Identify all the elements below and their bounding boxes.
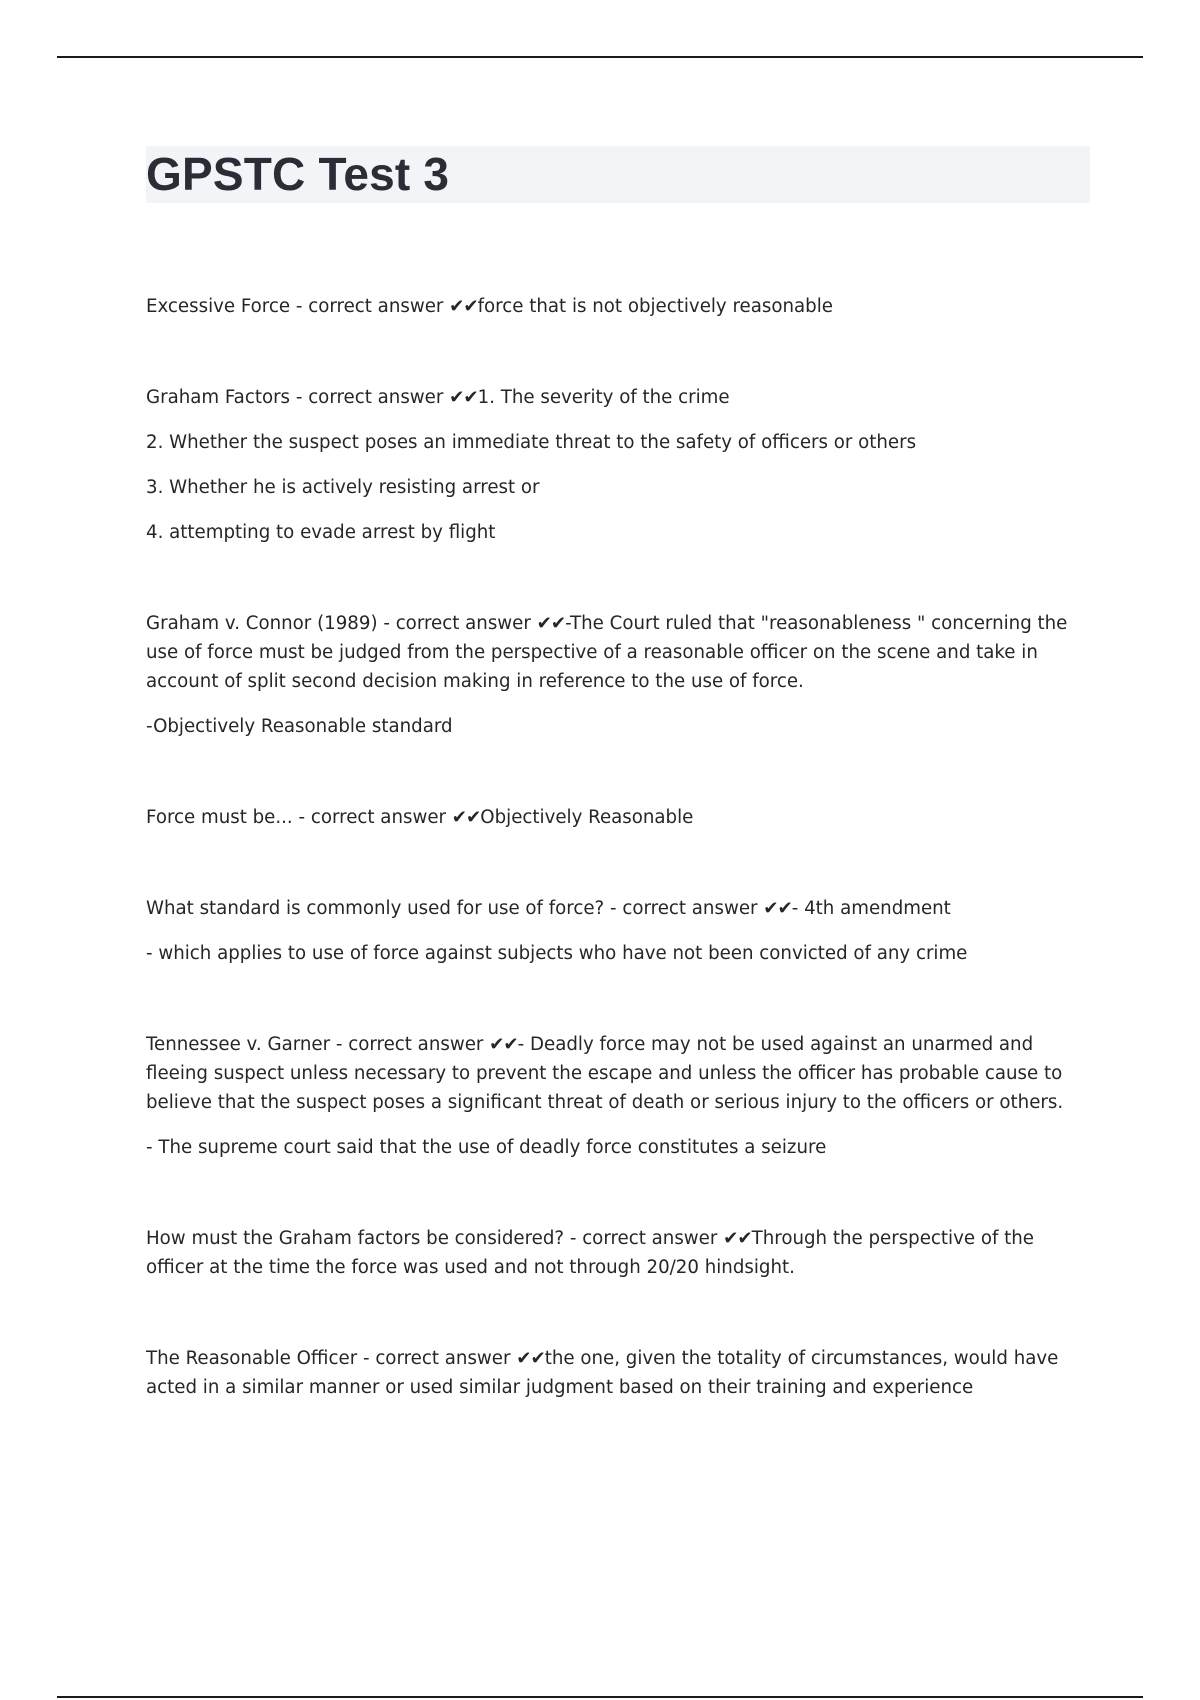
qa-answer-text: - The supreme court said that the use of deadly force constitutes a seizure: [146, 1137, 827, 1158]
correct-answer-label: correct answer: [308, 387, 444, 408]
qa-answer-continuation: [146, 712, 1090, 741]
qa-item: [146, 609, 1090, 741]
double-check-icon: ✔✔: [723, 1228, 752, 1249]
qa-answer-line: Graham v. Connor (1989) - correct answer ✔✔-The Court ruled that "reasonableness " concerning the use of force must be judged from the perspective of a reasonable officer on the scene and take in account of split second decision making in reference to the use of force.: [146, 613, 1068, 692]
qa-answer-continuation: [146, 939, 1090, 968]
qa-term: What standard is commonly used for use of force?: [146, 898, 605, 919]
qa-answer-text: force that is not objectively reasonable: [477, 296, 833, 317]
qa-term: Tennessee v. Garner: [146, 1034, 331, 1055]
qa-item: [146, 1224, 1090, 1282]
double-check-icon: ✔✔: [449, 296, 478, 317]
qa-answer-line: How must the Graham factors be considered? - correct answer ✔✔Through the perspective of the officer at the time the force was used and not through 20/20 hindsight.: [146, 1228, 1034, 1278]
qa-answer-text: - Deadly force may not be used against an unarmed and fleeing suspect unless necessary to prevent the escape and unless the officer has probable cause to believe that the suspect poses a significant threat of death or serious injury to the officers or others.: [146, 1034, 1064, 1113]
qa-item: [146, 1030, 1090, 1162]
qa-list: [146, 292, 1090, 1464]
qa-answer-continuation: [146, 1133, 1090, 1162]
double-check-icon: ✔✔: [451, 807, 481, 828]
correct-answer-label: correct answer: [348, 1034, 484, 1055]
qa-term: The Reasonable Officer: [146, 1348, 358, 1369]
qa-answer-continuation: [146, 428, 1090, 457]
qa-answer-text: - 4th amendment: [791, 898, 951, 919]
qa-term: Graham Factors: [146, 387, 291, 408]
qa-answer-text: Objectively Reasonable: [480, 807, 694, 828]
qa-answer-line: Force must be... - correct answer ✔✔Objectively Reasonable: [146, 807, 694, 828]
qa-item: [146, 1344, 1090, 1402]
qa-term: Force must be...: [146, 807, 293, 828]
double-check-icon: ✔✔: [536, 613, 566, 634]
double-check-icon: ✔✔: [489, 1034, 518, 1055]
correct-answer-label: correct answer: [308, 296, 444, 317]
correct-answer-label: correct answer: [582, 1228, 718, 1249]
correct-answer-label: correct answer: [622, 898, 758, 919]
double-check-icon: ✔✔: [763, 898, 792, 919]
qa-term: How must the Graham factors be considered?: [146, 1228, 565, 1249]
qa-answer-line: The Reasonable Officer - correct answer ✔✔the one, given the totality of circumstances, would have acted in a similar manner or used similar judgment based on their training and experience: [146, 1348, 1059, 1398]
qa-answer-line: Excessive Force - correct answer ✔✔force that is not objectively reasonable: [146, 296, 833, 317]
page-top-rule: [57, 56, 1143, 58]
qa-answer-continuation: [146, 518, 1090, 547]
qa-answer-text: -Objectively Reasonable standard: [146, 716, 453, 737]
qa-term: Graham v. Connor (1989): [146, 613, 378, 634]
qa-item: [146, 894, 1090, 968]
qa-answer-continuation: [146, 473, 1090, 502]
qa-item: [146, 383, 1090, 547]
qa-answer-line: Tennessee v. Garner - correct answer ✔✔- Deadly force may not be used against an unarmed and fleeing suspect unless necessary to prevent the escape and unless the officer has probable cause to believe that the suspect poses a significant threat of death or serious injury to the officers or others.: [146, 1034, 1064, 1113]
qa-answer-text: - which applies to use of force against subjects who have not been convicted of any crime: [146, 943, 968, 964]
correct-answer-label: correct answer: [310, 807, 446, 828]
double-check-icon: ✔✔: [516, 1348, 545, 1369]
qa-answer-line: Graham Factors - correct answer ✔✔1. The severity of the crime: [146, 387, 730, 408]
qa-answer-text: -The Court ruled that "reasonableness " concerning the use of force must be judged from the perspective of a reasonable officer on the scene and take in account of split second decision making in reference to the use of force.: [146, 613, 1068, 692]
correct-answer-label: correct answer: [375, 1348, 511, 1369]
qa-answer-text: Through the perspective of the officer at the time the force was used and not through 20/20 hindsight.: [146, 1228, 1034, 1278]
qa-answer-text: 3. Whether he is actively resisting arrest or: [146, 477, 540, 498]
qa-term: Excessive Force: [146, 296, 291, 317]
qa-answer-text: the one, given the totality of circumstances, would have acted in a similar manner or used similar judgment based on their training and experience: [146, 1348, 1059, 1398]
qa-answer-line: What standard is commonly used for use of force? - correct answer ✔✔- 4th amendment: [146, 898, 951, 919]
double-check-icon: ✔✔: [449, 387, 478, 408]
page-bottom-rule: [57, 1696, 1143, 1698]
qa-item: [146, 803, 1090, 832]
page-title: GPSTC Test 3: [146, 148, 450, 200]
qa-answer-text: 4. attempting to evade arrest by flight: [146, 522, 496, 543]
correct-answer-label: correct answer: [395, 613, 531, 634]
qa-item: [146, 292, 1090, 321]
qa-answer-text: 2. Whether the suspect poses an immediate threat to the safety of officers or others: [146, 432, 917, 453]
qa-answer-text: 1. The severity of the crime: [477, 387, 730, 408]
